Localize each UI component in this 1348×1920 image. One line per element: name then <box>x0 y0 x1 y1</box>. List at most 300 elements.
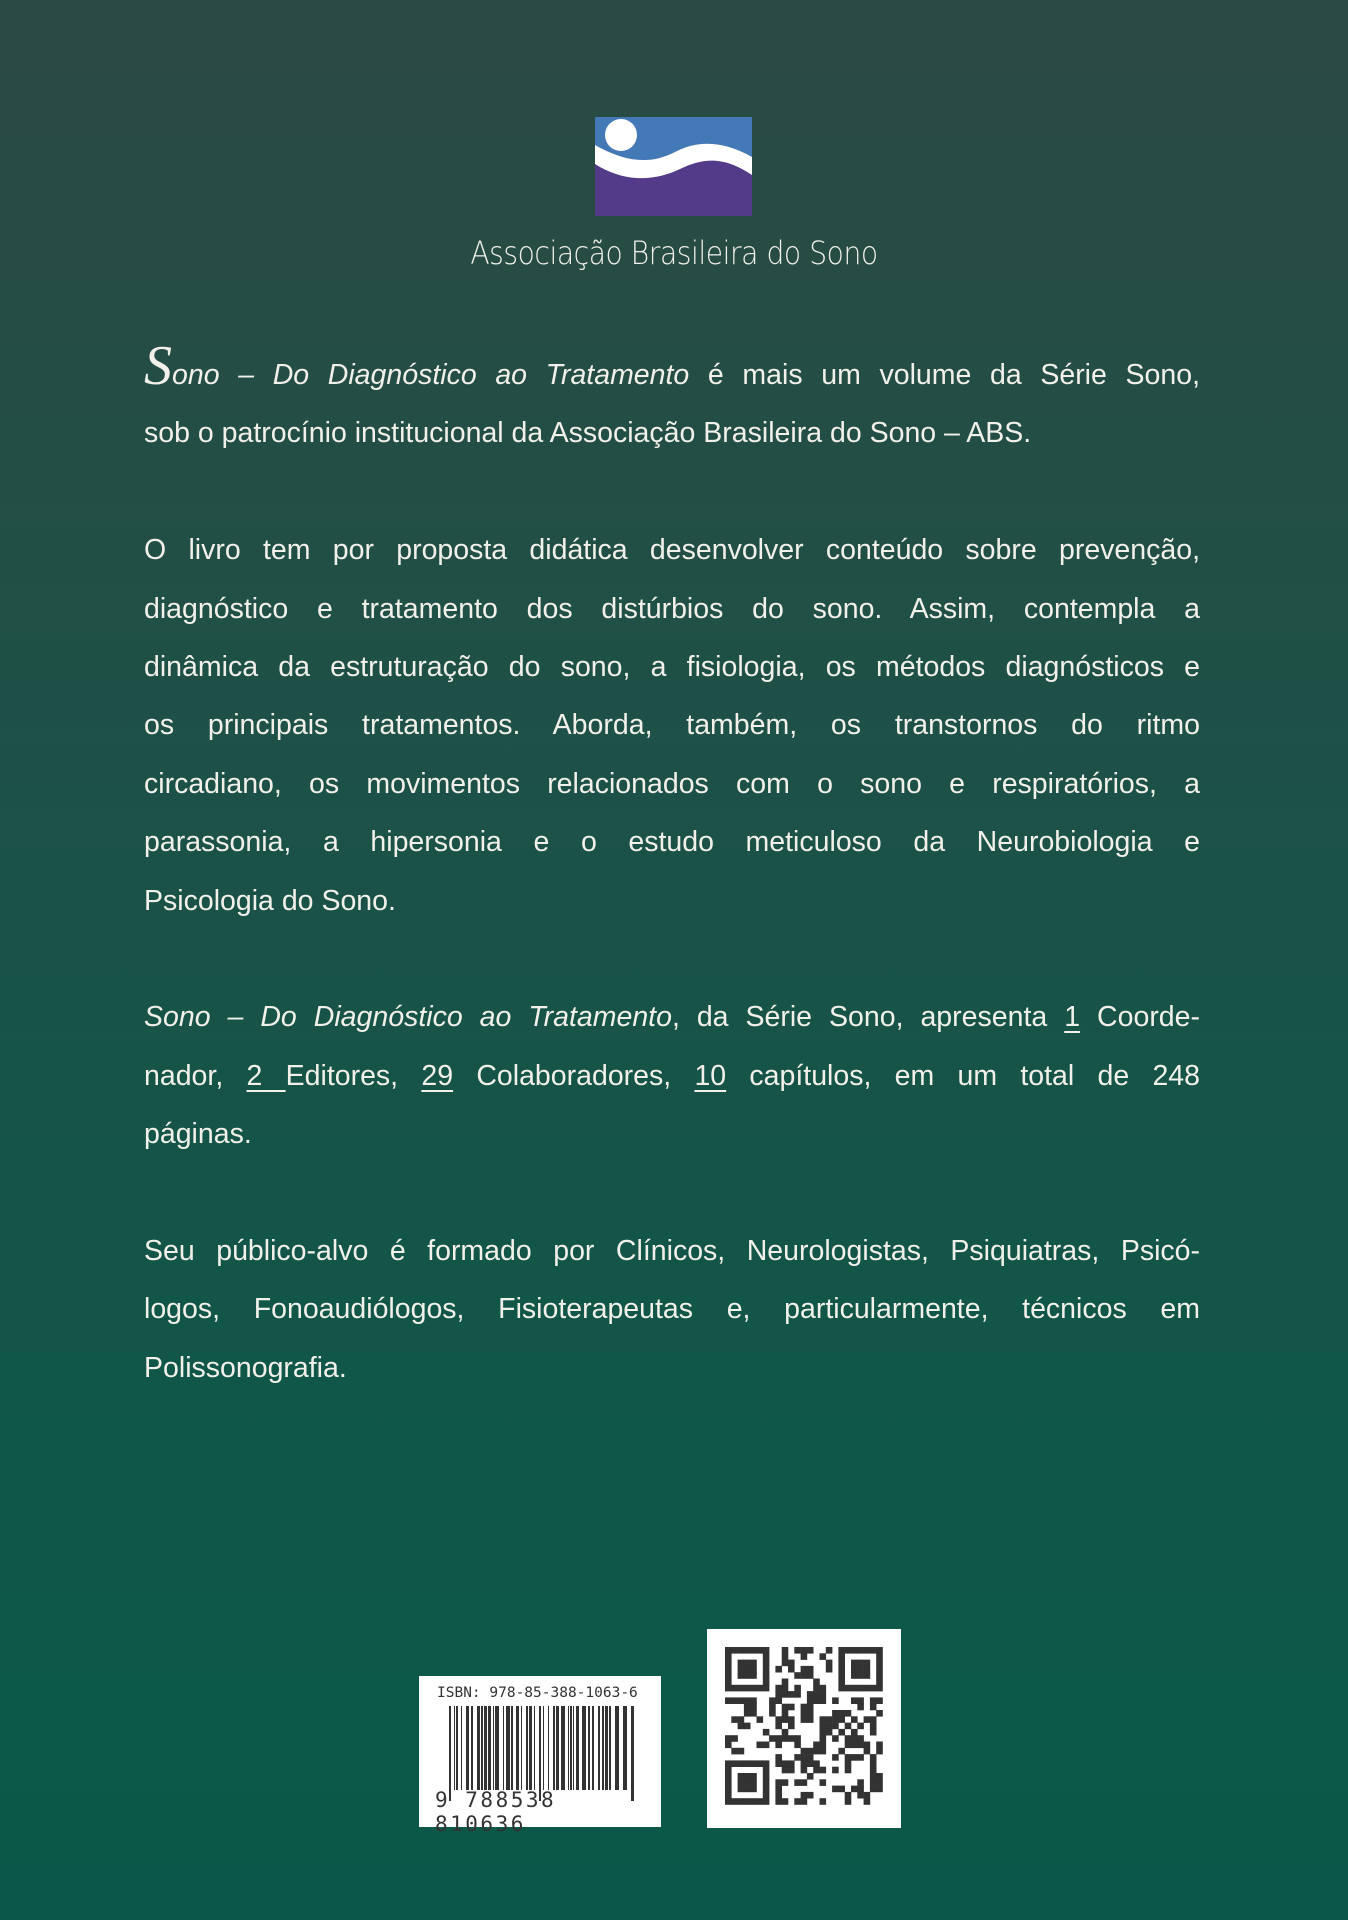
qr-module <box>750 1786 757 1793</box>
qr-module <box>738 1672 745 1679</box>
qr-module <box>763 1647 770 1654</box>
text-segment: páginas. <box>144 1118 252 1151</box>
barcode-bar <box>609 1706 611 1790</box>
qr-module <box>870 1773 877 1780</box>
qr-module <box>744 1647 751 1654</box>
qr-module <box>807 1792 814 1799</box>
text-segment: Psicologia do Sono. <box>144 884 396 917</box>
qr-module <box>876 1786 883 1793</box>
qr-module <box>807 1666 814 1673</box>
barcode-bar <box>466 1706 469 1790</box>
text-line <box>144 335 1200 404</box>
qr-module <box>864 1716 871 1723</box>
qr-module <box>870 1767 877 1774</box>
qr-module <box>876 1697 883 1704</box>
qr-module <box>801 1716 808 1723</box>
qr-module <box>807 1691 814 1698</box>
qr-module <box>813 1691 820 1698</box>
barcode-bar <box>471 1706 473 1790</box>
qr-module <box>857 1697 864 1704</box>
qr-module <box>820 1691 827 1698</box>
qr-module <box>744 1704 751 1711</box>
qr-module <box>775 1798 782 1805</box>
qr-module <box>801 1748 808 1755</box>
qr-module <box>738 1773 745 1780</box>
qr-module <box>750 1773 757 1780</box>
qr-module <box>845 1792 852 1799</box>
qr-module <box>845 1685 852 1692</box>
qr-module <box>725 1792 732 1799</box>
isbn-barcode <box>419 1676 661 1836</box>
qr-module <box>769 1704 776 1711</box>
qr-module <box>750 1647 757 1654</box>
qr-module <box>851 1786 858 1793</box>
text-segment: dinâmica da estruturação do sono, a fisiologia, os métodos diagnósticos e <box>144 650 1200 683</box>
qr-module <box>864 1666 871 1673</box>
abs-logo <box>595 117 752 216</box>
qr-module <box>738 1779 745 1786</box>
qr-module <box>763 1786 770 1793</box>
qr-module <box>788 1767 795 1774</box>
barcode-bar <box>631 1706 634 1801</box>
qr-module <box>851 1742 858 1749</box>
qr-module <box>845 1798 852 1805</box>
qr-module <box>832 1723 839 1730</box>
qr-module <box>775 1735 782 1742</box>
barcode-bar <box>484 1706 487 1790</box>
qr-module <box>820 1685 827 1692</box>
qr-module <box>820 1729 827 1736</box>
qr-module <box>820 1716 827 1723</box>
qr-module <box>845 1710 852 1717</box>
qr-module <box>857 1723 864 1730</box>
barcode-digits: 9 788538 810636 <box>435 1788 557 1836</box>
qr-module <box>857 1742 864 1749</box>
qr-module <box>788 1666 795 1673</box>
barcode-bar <box>493 1706 494 1790</box>
barcode-bar <box>521 1706 522 1790</box>
qr-module <box>744 1723 751 1730</box>
qr-module <box>725 1773 732 1780</box>
isbn-label: ISBN: 978-85-388-1063-6 <box>437 1685 638 1701</box>
qr-module <box>775 1723 782 1730</box>
qr-module <box>851 1685 858 1692</box>
qr-module <box>857 1704 864 1711</box>
qr-module <box>782 1779 789 1786</box>
qr-module <box>876 1779 883 1786</box>
qr-module <box>851 1735 858 1742</box>
barcode-bar <box>548 1706 549 1790</box>
qr-module <box>807 1760 814 1767</box>
text-line <box>144 1105 1200 1163</box>
text-segment: Editores, <box>285 1059 422 1092</box>
qr-module <box>725 1672 732 1679</box>
qr-module <box>750 1672 757 1679</box>
qr-module <box>870 1754 877 1761</box>
qr-module <box>845 1760 852 1767</box>
text-segment: 2 <box>246 1059 286 1092</box>
qr-module <box>738 1685 745 1692</box>
qr-module <box>820 1653 827 1660</box>
qr-module <box>838 1685 845 1692</box>
qr-module <box>826 1660 833 1667</box>
qr-module <box>731 1735 738 1742</box>
qr-module <box>794 1779 801 1786</box>
qr-module <box>807 1697 814 1704</box>
text-segment: 29 <box>421 1059 454 1092</box>
barcode-bar <box>503 1706 504 1790</box>
qr-module <box>870 1729 877 1736</box>
qr-module <box>832 1767 839 1774</box>
qr-module <box>738 1716 745 1723</box>
qr-module <box>807 1710 814 1717</box>
qr-module <box>832 1716 839 1723</box>
qr-module <box>750 1798 757 1805</box>
text-segment: diagnóstico e tratamento dos distúrbios do sono. Assim, contempla a <box>144 592 1200 625</box>
qr-module <box>832 1754 839 1761</box>
qr-module <box>870 1723 877 1730</box>
qr-module <box>870 1786 877 1793</box>
qr-module <box>731 1647 738 1654</box>
barcode-bar <box>568 1706 569 1790</box>
text-segment: capítulos, em um total de 248 <box>726 1059 1201 1092</box>
qr-module <box>845 1735 852 1742</box>
text-segment: nador, <box>144 1059 247 1092</box>
qr-module <box>744 1798 751 1805</box>
qr-module <box>725 1653 732 1660</box>
barcode-bar <box>461 1706 462 1790</box>
qr-module <box>870 1716 877 1723</box>
barcode-bar <box>556 1706 559 1790</box>
qr-module <box>820 1767 827 1774</box>
qr-module <box>807 1704 814 1711</box>
barcode-bars <box>449 1706 634 1801</box>
qr-module <box>775 1792 782 1799</box>
qr-module <box>775 1685 782 1692</box>
qr-module <box>782 1647 789 1654</box>
qr-module <box>794 1754 801 1761</box>
qr-module <box>725 1760 732 1767</box>
qr-module <box>801 1767 808 1774</box>
qr-module <box>838 1647 845 1654</box>
text-segment: 1 <box>1064 1001 1081 1034</box>
barcode-bar <box>543 1706 544 1790</box>
qr-module <box>738 1798 745 1805</box>
qr-module <box>725 1666 732 1673</box>
qr-module <box>876 1742 883 1749</box>
text-line <box>144 755 1200 813</box>
qr-module <box>864 1748 871 1755</box>
text-segment: Sono – Do Diagnóstico ao Tratamento <box>144 1001 672 1034</box>
barcode-bar <box>454 1706 455 1790</box>
qr-module <box>757 1647 764 1654</box>
qr-module <box>857 1685 864 1692</box>
qr-module <box>794 1685 801 1692</box>
qr-module <box>782 1660 789 1667</box>
qr-module <box>870 1779 877 1786</box>
qr-module <box>788 1760 795 1767</box>
barcode-bar <box>605 1706 608 1790</box>
qr-module <box>838 1786 845 1793</box>
text-segment: Colaboradores, <box>453 1059 695 1092</box>
qr-module <box>782 1710 789 1717</box>
qr-module <box>857 1672 864 1679</box>
qr-module <box>838 1729 845 1736</box>
text-line <box>144 696 1200 754</box>
qr-module <box>775 1760 782 1767</box>
barcode-bar <box>582 1706 586 1790</box>
text-segment: é mais um volume da Série Sono, <box>689 359 1200 391</box>
qr-module <box>864 1647 871 1654</box>
qr-module <box>775 1786 782 1793</box>
qr-module <box>763 1666 770 1673</box>
qr-module <box>763 1760 770 1767</box>
qr-module <box>801 1754 808 1761</box>
qr-module <box>794 1672 801 1679</box>
text-segment: parassonia, a hipersonia e o estudo meticuloso da Neurobiologia e <box>144 826 1200 859</box>
qr-module <box>851 1697 858 1704</box>
qr-module <box>738 1697 745 1704</box>
qr-module <box>763 1742 770 1749</box>
qr-module <box>738 1760 745 1767</box>
qr-module <box>725 1767 732 1774</box>
text-line <box>144 813 1200 871</box>
qr-module <box>750 1704 757 1711</box>
qr-module <box>750 1697 757 1704</box>
text-segment: 10 <box>694 1059 727 1092</box>
qr-module <box>870 1697 877 1704</box>
text-segment: ono – Do Diagnóstico ao Tratamento <box>172 359 690 391</box>
qr-module <box>725 1697 732 1704</box>
qr-module <box>763 1729 770 1736</box>
qr-module <box>763 1792 770 1799</box>
qr-module <box>794 1742 801 1749</box>
qr-module <box>838 1660 845 1667</box>
qr-module <box>864 1685 871 1692</box>
qr-module <box>788 1735 795 1742</box>
qr-module <box>813 1742 820 1749</box>
qr-module <box>744 1666 751 1673</box>
qr-module <box>851 1647 858 1654</box>
qr-module <box>801 1779 808 1786</box>
qr-module <box>763 1767 770 1774</box>
qr-module <box>876 1679 883 1686</box>
text-segment: logos, Fonoaudiólogos, Fisioterapeutas e, particularmente, técnicos em <box>144 1293 1200 1326</box>
barcode-bar <box>553 1706 555 1790</box>
barcode-bar <box>449 1706 451 1801</box>
qr-module <box>775 1666 782 1673</box>
qr-module <box>769 1735 776 1742</box>
qr-module <box>838 1710 845 1717</box>
qr-module <box>738 1660 745 1667</box>
qr-module <box>731 1798 738 1805</box>
qr-module <box>845 1754 852 1761</box>
qr-module <box>782 1691 789 1698</box>
qr-module <box>782 1704 789 1711</box>
qr-module <box>857 1779 864 1786</box>
qr-module <box>857 1660 864 1667</box>
qr-module <box>744 1760 751 1767</box>
qr-module <box>801 1760 808 1767</box>
barcode-bar <box>592 1706 594 1790</box>
qr-module <box>857 1735 864 1742</box>
qr-module <box>763 1660 770 1667</box>
qr-module <box>725 1660 732 1667</box>
text-line <box>144 1222 1200 1280</box>
qr-module <box>845 1767 852 1774</box>
qr-module <box>757 1798 764 1805</box>
barcode-bar <box>529 1706 532 1790</box>
qr-module <box>813 1679 820 1686</box>
qr-module <box>876 1748 883 1755</box>
qr-module <box>738 1723 745 1730</box>
barcode-bar <box>570 1706 572 1790</box>
qr-module <box>876 1710 883 1717</box>
text-line <box>144 580 1200 638</box>
qr-module <box>851 1672 858 1679</box>
qr-module <box>801 1653 808 1660</box>
barcode-bar <box>561 1706 565 1790</box>
qr-module <box>788 1691 795 1698</box>
qr-module <box>845 1647 852 1654</box>
qr-module <box>870 1760 877 1767</box>
qr-module <box>876 1773 883 1780</box>
qr-module <box>763 1773 770 1780</box>
qr-module <box>725 1786 732 1793</box>
qr-module <box>794 1735 801 1742</box>
qr-module <box>769 1710 776 1717</box>
qr-module <box>838 1672 845 1679</box>
qr-module <box>782 1685 789 1692</box>
text-line <box>144 1280 1200 1338</box>
text-line <box>144 404 1200 462</box>
qr-module <box>820 1723 827 1730</box>
qr-module <box>744 1779 751 1786</box>
qr-module <box>832 1786 839 1793</box>
qr-module <box>738 1748 745 1755</box>
qr-module <box>807 1647 814 1654</box>
qr-module <box>826 1729 833 1736</box>
qr-module <box>813 1760 820 1767</box>
qr-module <box>750 1660 757 1667</box>
barcode-bar <box>456 1706 458 1790</box>
qr-module <box>782 1735 789 1742</box>
text-line <box>144 638 1200 696</box>
barcode-bar <box>495 1706 499 1790</box>
qr-module <box>838 1748 845 1755</box>
qr-module <box>782 1653 789 1660</box>
qr-module <box>744 1773 751 1780</box>
qr-module <box>801 1704 808 1711</box>
qr-module <box>725 1779 732 1786</box>
qr-module <box>725 1742 732 1749</box>
qr-module <box>744 1697 751 1704</box>
qr-module <box>845 1723 852 1730</box>
qr-module <box>725 1647 732 1654</box>
text-line <box>144 1047 1200 1105</box>
qr-module <box>876 1685 883 1692</box>
qr-module <box>870 1647 877 1654</box>
text-segment: Seu público-alvo é formado por Clínicos, Neurologistas, Psiquiatras, Psicó- <box>144 1234 1200 1267</box>
qr-module <box>851 1716 858 1723</box>
qr-module <box>801 1666 808 1673</box>
qr-module <box>801 1798 808 1805</box>
drop-cap: S <box>144 335 172 397</box>
qr-module <box>775 1716 782 1723</box>
qr-module <box>788 1660 795 1667</box>
book-description <box>144 335 1201 1397</box>
qr-module <box>826 1716 833 1723</box>
qr-module <box>794 1798 801 1805</box>
qr-module <box>857 1647 864 1654</box>
qr-module <box>775 1697 782 1704</box>
qr-module <box>876 1666 883 1673</box>
text-segment: Polissonografia. <box>144 1351 347 1384</box>
qr-module <box>731 1760 738 1767</box>
barcode-bar <box>602 1706 604 1790</box>
qr-module <box>864 1660 871 1667</box>
barcode-bar <box>534 1706 535 1790</box>
qr-module <box>750 1779 757 1786</box>
qr-module <box>782 1798 789 1805</box>
barcode-bar <box>511 1706 513 1790</box>
qr-module <box>725 1679 732 1686</box>
qr-module <box>750 1685 757 1692</box>
qr-module <box>857 1792 864 1799</box>
qr-module <box>801 1672 808 1679</box>
qr-module <box>782 1729 789 1736</box>
qr-module <box>775 1691 782 1698</box>
qr-module <box>813 1697 820 1704</box>
qr-module <box>725 1685 732 1692</box>
qr-code <box>707 1629 901 1828</box>
qr-module <box>807 1773 814 1780</box>
text-segment: sob o patrocínio institucional da Associação Brasileira do Sono – ABS. <box>144 417 1032 450</box>
qr-module <box>763 1672 770 1679</box>
qr-module <box>832 1697 839 1704</box>
qr-module <box>807 1672 814 1679</box>
qr-module <box>731 1716 738 1723</box>
barcode-bar <box>623 1706 627 1790</box>
qr-module <box>820 1779 827 1786</box>
qr-module <box>757 1716 764 1723</box>
qr-module <box>757 1760 764 1767</box>
qr-module <box>763 1653 770 1660</box>
qr-module <box>782 1716 789 1723</box>
qr-module <box>744 1685 751 1692</box>
qr-module <box>838 1653 845 1660</box>
text-segment: , da Série Sono, apresenta <box>671 1001 1065 1034</box>
qr-module <box>864 1792 871 1799</box>
text-line <box>144 521 1200 579</box>
qr-module <box>782 1679 789 1686</box>
barcode-bar <box>488 1706 491 1790</box>
text-line <box>144 988 1200 1046</box>
qr-module <box>820 1697 827 1704</box>
qr-module <box>813 1767 820 1774</box>
qr-module <box>763 1685 770 1692</box>
qr-module <box>801 1792 808 1799</box>
qr-module <box>820 1748 827 1755</box>
qr-module <box>769 1697 776 1704</box>
qr-module <box>757 1685 764 1692</box>
qr-module <box>738 1647 745 1654</box>
qr-module <box>820 1798 827 1805</box>
barcode-bar <box>598 1706 600 1790</box>
qr-module <box>820 1742 827 1749</box>
qr-module <box>744 1786 751 1793</box>
qr-module <box>775 1779 782 1786</box>
